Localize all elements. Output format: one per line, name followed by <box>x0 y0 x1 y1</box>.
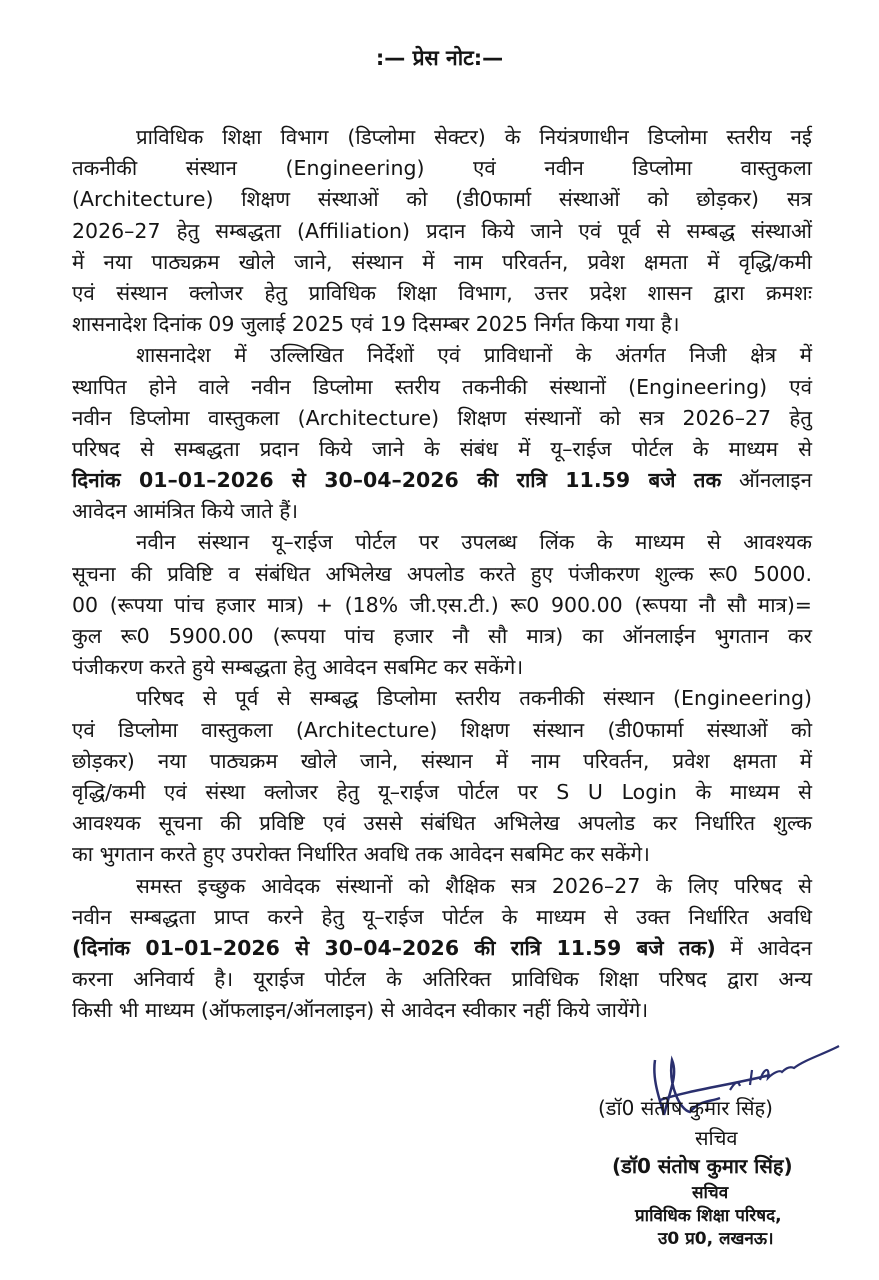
text-segment: स्थापित होने वाले नवीन डिप्लोमा स्तरीय तकनीकी संस्थानों (Engineering) एवं <box>72 374 812 399</box>
text-segment: वृद्धि/कमी एवं संस्था क्लोजर हेतु यू–राईज पोर्टल पर S U Login के माध्यम से <box>72 779 812 804</box>
paragraph <box>72 340 812 527</box>
text-segment: करना अनिवार्य है। यूराईज पोर्टल के अतिरिक्त प्राविधिक शिक्षा परिषद द्वारा अन्य <box>72 967 812 992</box>
text-segment: कुल रू0 5900.00 (रूपया पांच हजार नौ सौ मात्र) का ऑनलाईन भुगतान कर <box>72 624 812 648</box>
stamp-organization: प्राविधिक शिक्षा परिषद, <box>635 1206 782 1226</box>
text-line <box>72 995 812 1026</box>
text-segment: एवं डिप्लोमा वास्तुकला (Architecture) शिक्षण संस्थान (डी0फार्मा संस्थाओं को <box>72 717 812 742</box>
text-segment: तकनीकी संस्थान (Engineering) एवं नवीन डिप्लोमा वास्तुकला <box>72 156 812 181</box>
page-title: :— प्रेस नोट:— <box>375 46 504 70</box>
text-segment: में आवेदन <box>715 935 813 960</box>
text-segment: आवश्यक सूचना की प्रविष्टि एवं उससे संबंधित अभिलेख अपलोड कर निर्धारित शुल्क <box>72 811 812 836</box>
document-body <box>72 122 812 1026</box>
text-line <box>72 839 812 870</box>
text-line <box>72 590 812 621</box>
text-line <box>72 777 812 808</box>
text-segment: आवेदन आमंत्रित किये जाते हैं। <box>72 499 299 524</box>
text-segment: पंजीकरण करते हुये सम्बद्धता हेतु आवेदन सबमिट कर सकेंगे। <box>72 655 524 680</box>
text-segment: 00 (रूपया पांच हजार मात्र) + (18% जी.एस.टी.) रू0 900.00 (रूपया नौ सौ मात्र)= <box>72 592 812 617</box>
text-segment: सूचना की प्रविष्टि व संबंधित अभिलेख अपलोड करते हुए पंजीकरण शुल्क रू0 5000. <box>72 561 812 586</box>
text-segment: में नया पाठ्यक्रम खोले जाने, संस्थान में नाम परिवर्तन, प्रवेश क्षमता में वृद्धि/कमी <box>72 249 812 274</box>
text-line <box>72 309 812 340</box>
signatory-name: (डॉ0 संतोष कुमार सिंह) <box>598 1096 773 1120</box>
text-segment: परिषद से सम्बद्धता प्रदान किये जाने के संबंध में यू–राईज पोर्टल के माध्यम से <box>72 436 812 461</box>
text-segment: परिषद से पूर्व से सम्बद्ध डिप्लोमा स्तरीय तकनीकी संस्थान (Engineering) <box>136 686 812 711</box>
text-line <box>72 621 812 652</box>
paragraph <box>72 683 812 870</box>
text-segment: प्राविधिक शिक्षा विभाग (डिप्लोमा सेक्टर) के नियंत्रणाधीन डिप्लोमा स्तरीय नई <box>136 125 812 149</box>
text-line <box>72 964 812 995</box>
text-line <box>72 434 812 465</box>
text-segment: समस्त इच्छुक आवेदक संस्थानों को शैक्षिक सत्र 2026–27 के लिए परिषद से <box>136 873 812 898</box>
stamp-name: (डॉ0 संतोष कुमार सिंह) <box>612 1154 793 1178</box>
text-line <box>72 933 812 964</box>
bold-text: दिनांक 01–01–2026 से 30–04–2026 की रात्रि 11.59 बजे तक <box>72 468 722 493</box>
text-line <box>72 683 812 714</box>
paragraph <box>72 122 812 340</box>
text-line <box>72 122 812 153</box>
text-line <box>72 340 812 371</box>
text-line <box>72 559 812 590</box>
stamp-designation: सचिव <box>692 1183 729 1203</box>
text-segment: का भुगतान करते हुए उपरोक्त निर्धारित अवधि तक आवेदन सबमिट कर सकेंगे। <box>72 842 650 867</box>
text-line <box>72 715 812 746</box>
text-line <box>72 247 812 278</box>
text-segment: नवीन सम्बद्धता प्राप्त करने हेतु यू–राईज पोर्टल के माध्यम से उक्त निर्धारित अवधि <box>72 904 812 929</box>
text-segment: नवीन संस्थान यू–राईज पोर्टल पर उपलब्ध लिंक के माध्यम से आवश्यक <box>136 530 812 555</box>
text-segment: (Architecture) शिक्षण संस्थाओं को (डी0फार्मा संस्थाओं को छोड़कर) सत्र <box>72 187 812 212</box>
text-segment: ऑनलाइन <box>721 468 812 493</box>
text-line <box>72 808 812 839</box>
text-segment: 2026–27 हेतु सम्बद्धता (Affiliation) प्रदान किये जाने एवं पूर्व से सम्बद्ध संस्थाओं <box>72 218 812 243</box>
text-line <box>72 216 812 247</box>
text-line <box>72 278 812 309</box>
text-segment: नवीन डिप्लोमा वास्तुकला (Architecture) शिक्षण संस्थानों को सत्र 2026–27 हेतु <box>72 405 812 430</box>
text-line <box>72 372 812 403</box>
stamp-place: उ0 प्र0, लखनऊ। <box>658 1229 774 1249</box>
text-line <box>72 871 812 902</box>
bold-text: (दिनांक 01–01–2026 से 30–04–2026 की रात्रि 11.59 बजे तक) <box>72 935 716 960</box>
text-segment: शासनादेश में उल्लिखित निर्देशों एवं प्राविधानों के अंतर्गत निजी क्षेत्र में <box>136 343 812 368</box>
signature-block <box>560 1040 879 1249</box>
text-line <box>72 465 812 496</box>
text-segment: किसी भी माध्यम (ऑफलाइन/ऑनलाइन) से आवेदन स्वीकार नहीं किये जायेंगे। <box>72 998 649 1023</box>
text-line <box>72 184 812 215</box>
paragraph <box>72 871 812 1027</box>
text-line <box>72 902 812 933</box>
text-segment: छोड़कर) नया पाठ्यक्रम खोले जाने, संस्थान में नाम परिवर्तन, प्रवेश क्षमता में <box>72 748 812 773</box>
paragraph <box>72 527 812 683</box>
text-line <box>72 746 812 777</box>
text-segment: एवं संस्थान क्लोजर हेतु प्राविधिक शिक्षा विभाग, उत्तर प्रदेश शासन द्वारा क्रमशः <box>72 280 812 305</box>
text-line <box>72 153 812 184</box>
text-line <box>72 527 812 558</box>
signatory-designation: सचिव <box>695 1126 738 1150</box>
text-line <box>72 652 812 683</box>
text-line <box>72 496 812 527</box>
text-segment: शासनादेश दिनांक 09 जुलाई 2025 एवं 19 दिसम्बर 2025 निर्गत किया गया है। <box>72 312 680 337</box>
text-line <box>72 403 812 434</box>
